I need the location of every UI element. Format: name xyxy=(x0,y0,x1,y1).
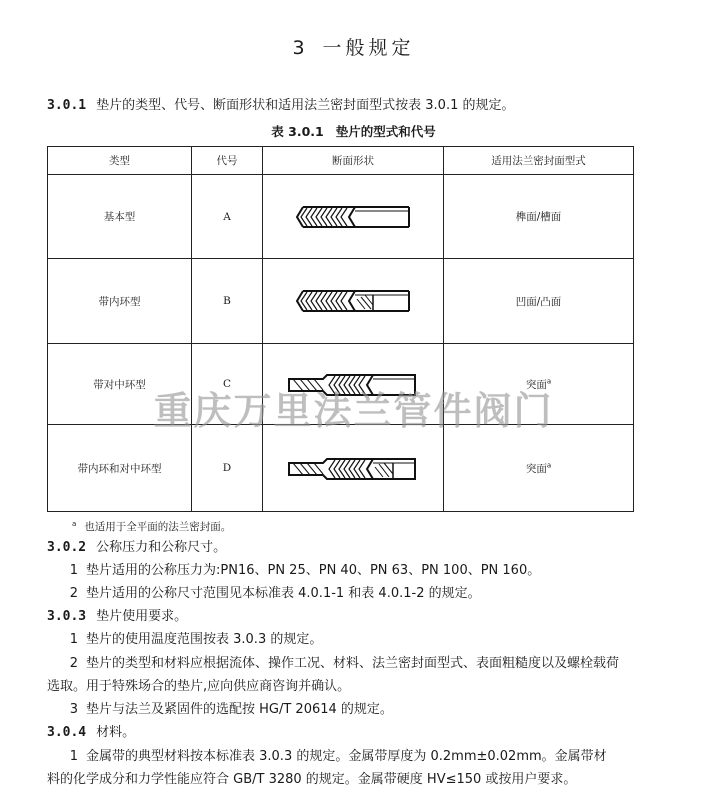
item-number: 1 xyxy=(69,749,78,764)
item-number: 2 xyxy=(69,586,78,601)
cell-flange-face xyxy=(444,344,634,425)
item-number: 1 xyxy=(69,563,78,578)
cell-shape xyxy=(263,425,444,512)
item-text: 垫片的类型和材料应根据流体、操作工况、材料、法兰密封面型式、表面粗糙度以及螺栓载荷 xyxy=(86,656,620,671)
footnote-text: 也适用于全平面的法兰密封面。 xyxy=(84,521,232,533)
footnote-mark: a xyxy=(72,519,77,528)
table-caption-title: 垫片的型式和代号 xyxy=(335,124,436,139)
item-text: 垫片与法兰及紧固件的选配按 HG/T 20614 的规定。 xyxy=(86,702,393,717)
item-text: 垫片适用的公称尺寸范围见本标准表 4.0.1-1 和表 4.0.1-2 的规定。 xyxy=(86,586,481,601)
section-3-0-2 xyxy=(47,540,226,556)
table-row xyxy=(48,259,634,344)
footnote-mark: a xyxy=(546,461,552,469)
spiral-wound-inner-ring-diagram xyxy=(293,289,413,313)
cell-type: 带内环型 xyxy=(48,259,192,344)
cell-code: D xyxy=(192,425,263,512)
cell-shape xyxy=(263,259,444,344)
spiral-wound-centering-ring-diagram xyxy=(285,371,421,397)
section-text: 公称压力和公称尺寸。 xyxy=(96,540,227,555)
cell-flange-face xyxy=(444,259,634,344)
header-flange-face: 适用法兰密封面型式 xyxy=(444,147,634,175)
table-header-row xyxy=(48,147,634,175)
list-item xyxy=(64,586,481,602)
cell-code: C xyxy=(192,344,263,425)
list-item xyxy=(64,632,322,648)
table-footnote xyxy=(72,519,231,534)
section-number: 3.0.4 xyxy=(47,725,87,740)
list-item xyxy=(64,749,607,765)
header-shape: 断面形状 xyxy=(263,147,444,175)
table-row xyxy=(48,344,634,425)
item-text: 垫片的使用温度范围按表 3.0.3 的规定。 xyxy=(86,632,323,647)
table-row xyxy=(48,175,634,259)
footnote-mark: a xyxy=(546,377,552,385)
gasket-type-table xyxy=(47,146,634,512)
section-text: 垫片的类型、代号、断面形状和适用法兰密封面型式按表 3.0.1 的规定。 xyxy=(96,98,515,113)
item-text: 垫片适用的公称压力为:PN16、PN 25、PN 40、PN 63、PN 100、PN 160。 xyxy=(86,563,541,578)
list-item xyxy=(64,656,619,672)
flange-face-text: 凹面/凸面 xyxy=(515,295,562,308)
table-caption xyxy=(0,122,707,140)
section-text: 垫片使用要求。 xyxy=(96,609,188,624)
item-number: 1 xyxy=(69,632,78,647)
table-caption-number: 表 3.0.1 xyxy=(271,124,324,139)
list-item xyxy=(64,563,540,579)
section-text: 材料。 xyxy=(96,725,136,740)
flange-face-text: 突面 xyxy=(525,462,547,475)
flange-face-text: 突面 xyxy=(525,378,547,391)
header-code: 代号 xyxy=(192,147,263,175)
item-number: 3 xyxy=(69,702,78,717)
section-3-0-1 xyxy=(47,98,514,114)
section-number: 3.0.3 xyxy=(47,609,87,624)
header-type: 类型 xyxy=(48,147,192,175)
list-item xyxy=(64,702,393,718)
cell-type: 基本型 xyxy=(48,175,192,259)
watermark: 重庆万里法兰管件阀门 xyxy=(153,389,554,433)
cell-type: 带对中环型 xyxy=(48,344,192,425)
list-item-continuation: 料的化学成分和力学性能应符合 GB/T 3280 的规定。金属带硬度 HV≤150 或按用户要求。 xyxy=(47,772,577,787)
spiral-wound-inner-and-centering-ring-diagram xyxy=(285,455,421,481)
chapter-title-text: 一般规定 xyxy=(322,37,415,59)
chapter-number: 3 xyxy=(292,37,309,59)
section-3-0-3 xyxy=(47,609,187,625)
section-number: 3.0.2 xyxy=(47,540,87,555)
cell-shape xyxy=(263,175,444,259)
cell-code: B xyxy=(192,259,263,344)
cell-flange-face xyxy=(444,425,634,512)
table-row xyxy=(48,425,634,512)
chapter-title xyxy=(0,33,707,60)
cell-type: 带内环和对中环型 xyxy=(48,425,192,512)
item-text: 金属带的典型材料按本标准表 3.0.3 的规定。金属带厚度为 0.2mm±0.02mm。金属带材 xyxy=(86,749,607,764)
spiral-wound-basic-diagram xyxy=(293,205,413,229)
cell-code: A xyxy=(192,175,263,259)
item-number: 2 xyxy=(69,656,78,671)
section-3-0-4 xyxy=(47,725,135,741)
cell-shape xyxy=(263,344,444,425)
flange-face-text: 榫面/槽面 xyxy=(515,211,562,223)
section-number: 3.0.1 xyxy=(47,98,87,113)
list-item-continuation: 选取。用于特殊场合的垫片,应向供应商咨询并确认。 xyxy=(47,679,351,694)
cell-flange-face xyxy=(444,175,634,259)
